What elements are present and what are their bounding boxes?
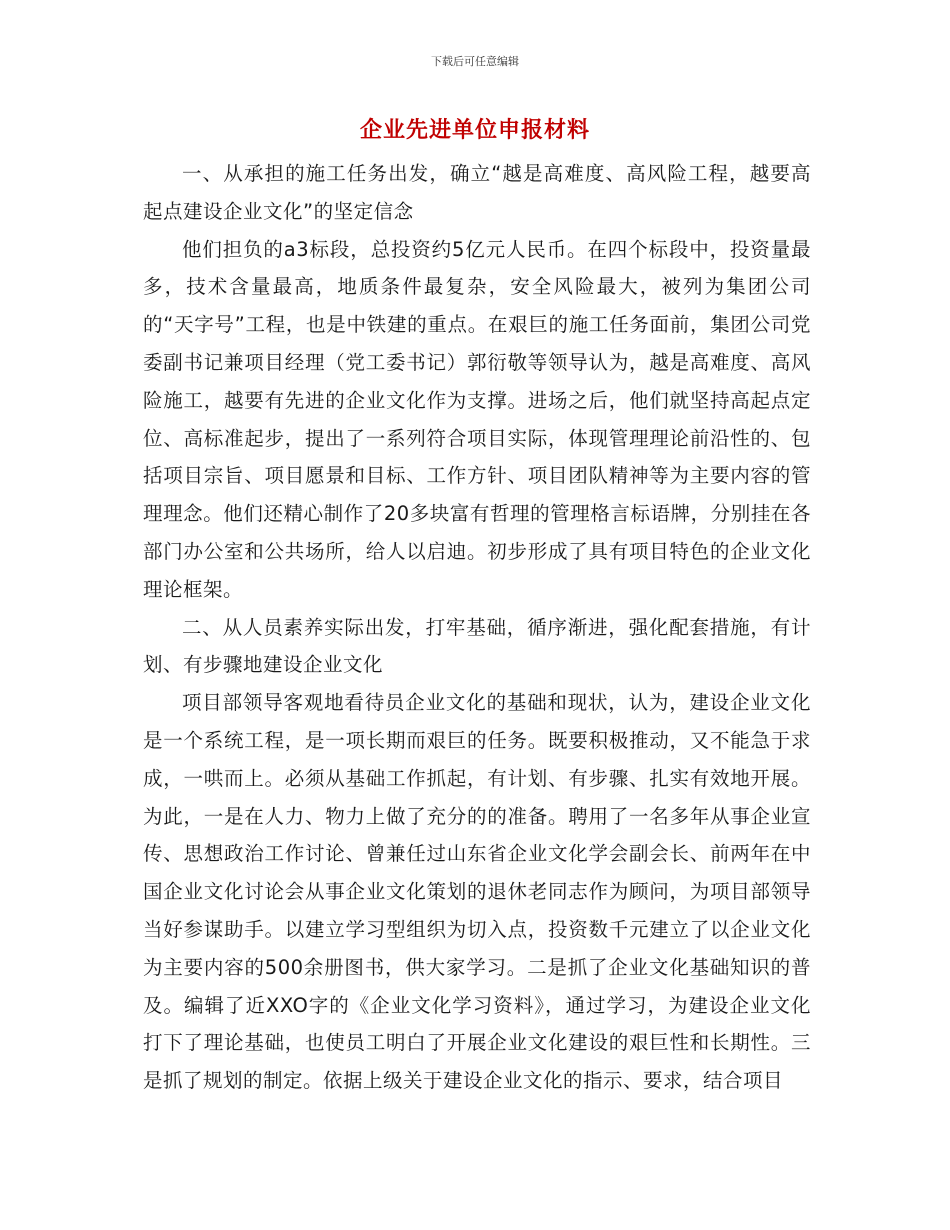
body-paragraph-2: 项目部领导客观地看待员企业文化的基础和现状，认为，建设企业文化是一个系统工程，是一项长期而艰巨的任务。既要积极推动，又不能急于求成，一哄而上。必须从基础工作抓起，有计划、有步骤、扎实有效地开展。为此，一是在人力、物力上做了充分的的准备。聘用了一名多年从事企业宣传、思想政治工作讨论、曾兼任过山东省企业文化学会副会长、前两年在中国企业文化讨论会从事企业文化策划的退休老同志作为顾问，为项目部领导当好参谋助手。以建立学习型组织为切入点，投资数千元建立了以企业文化为主要内容的500余册图书，供大家学习。二是抓了企业文化基础知识的普及。编辑了近XXO字的《企业文化学习资料》，通过学习，为建设企业文化打下了理论基础，也使员工明白了开展企业文化建设的艰巨性和长期性。三是抓了规划的制定。依据上级关于建设企业文化的指示、要求，结合项目 <box>143 691 811 1093</box>
section-heading-1: 一、从承担的施工任务出发，确立“越是高难度、高风险工程，越要高起点建设企业文化”的坚定信念 <box>143 162 811 223</box>
document-title: 企业先进单位申报材料 <box>359 118 590 143</box>
section-heading-2: 二、从人员素养实际出发，打牢基础，循序渐进，强化配套措施，有计划、有步骤地建设企业文化 <box>143 615 811 677</box>
body-paragraph-1: 他们担负的a3标段，总投资约5亿元人民币。在四个标段中，投资量最多，技术含量最高，地质条件最复杂，安全风险最大，被列为集团公司的“天字号”工程，也是中铁建的重点。在艰巨的施工任务面前，集团公司党委副书记兼项目经理（党工委书记）郭衍敬等领导认为，越是高难度、高风险施工，越要有先进的企业文化作为支撑。进场之后，他们就坚持高起点定位、高标准起步，提出了一系列符合项目实际，体现管理理论前沿性的、包括项目宗旨、项目愿景和目标、工作方针、项目团队精神等为主要内容的管理理念。他们还精心制作了20多块富有哲理的管理格言标语牌，分别挂在各部门办公室和公共场所，给人以启迪。初步形成了具有项目特色的企业文化理论框架。 <box>143 237 811 601</box>
document-body <box>143 155 811 1100</box>
header-note: 下载后可任意编辑 <box>431 55 519 68</box>
